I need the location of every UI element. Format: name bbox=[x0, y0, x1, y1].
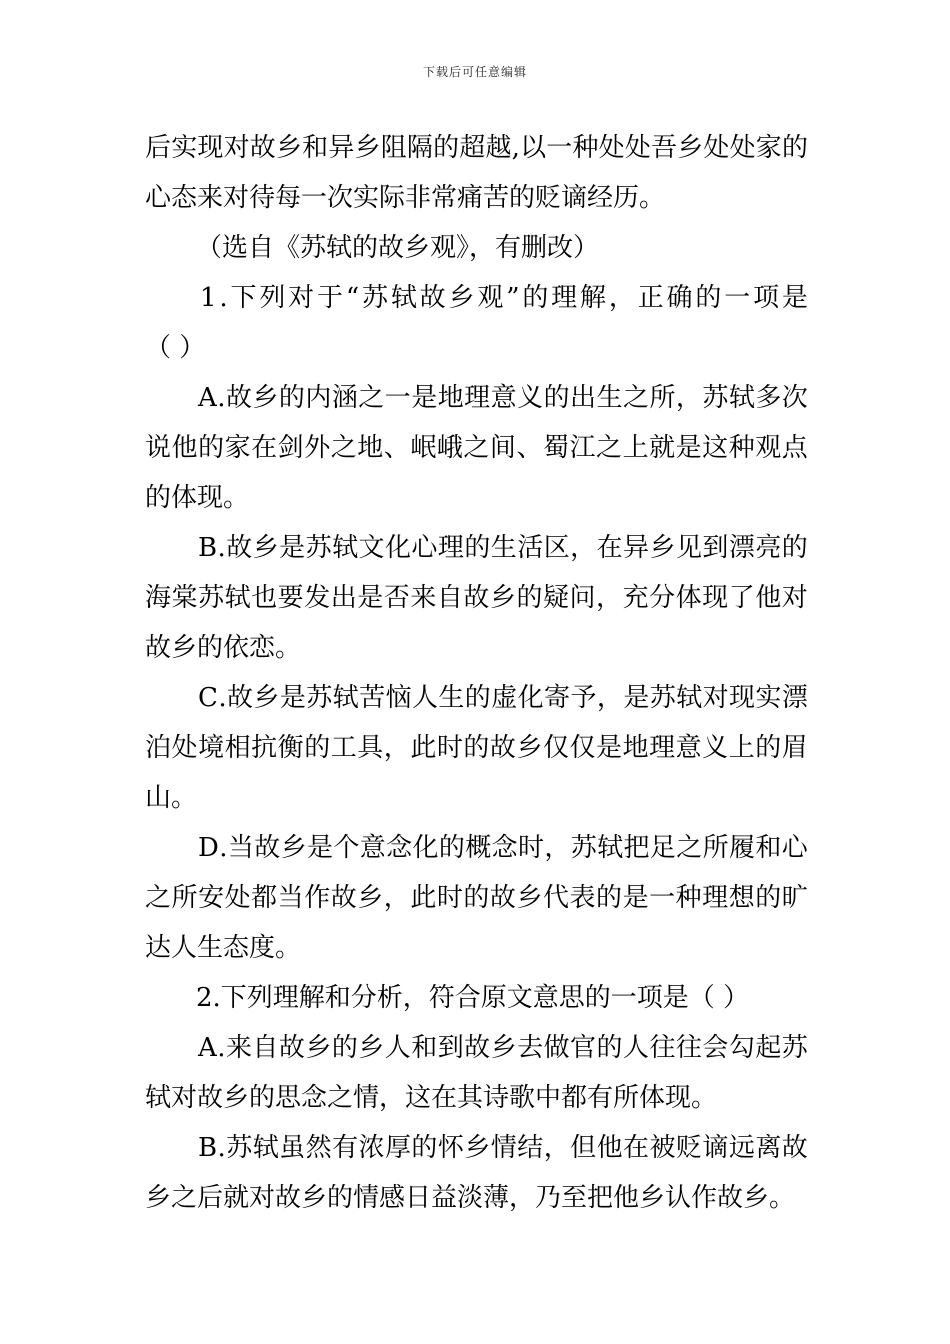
text-line: 的体现。 bbox=[145, 483, 250, 513]
text-line: B . 故 乡 是 苏 轼 文 化 心 理 的 生 活 区 ， 在 异 乡 见 到 漂 亮 的 bbox=[198, 533, 808, 563]
text-line: D . 当 故 乡 是 个 意 念 化 的 概 念 时 ， 苏 轼 把 足 之 所 履 和 心 bbox=[198, 833, 808, 863]
text-line: 心态来对待每一次实际非常痛苦的贬谪经历。 bbox=[145, 183, 666, 213]
text-line: A . 故 乡 的 内 涵 之 一 是 地 理 意 义 的 出 生 之 所 ， 苏 轼 多 次 bbox=[198, 383, 808, 413]
page-header: 下载后可任意编辑 bbox=[422, 65, 527, 79]
text-line: 轼对故乡的思念之情，这在其诗歌中都有所体现。 bbox=[145, 1083, 718, 1113]
text-line: 乡之后就对故乡的情感日益淡薄，乃至把他乡认作故乡。 bbox=[145, 1183, 796, 1213]
text-line: 故乡的依恋。 bbox=[145, 633, 302, 663]
text-line: C . 故 乡 是 苏 轼 苦 恼 人 生 的 虚 化 寄 予 ， 是 苏 轼 对 现 实 漂 bbox=[198, 683, 808, 713]
text-line: 1 . 下 列 对 于 “ 苏 轼 故 乡 观 ” 的 理 解 ， 正 确 的 一 项 是 bbox=[200, 283, 808, 313]
text-line: A . 来 自 故 乡 的 乡 人 和 到 故 乡 去 做 官 的 人 往 往 会 勾 起 苏 bbox=[198, 1033, 808, 1063]
text-line: 山。 bbox=[145, 783, 198, 813]
text-line: 海 棠 苏 轼 也 要 发 出 是 否 来 自 故 乡 的 疑 问 ， 充 分 体 现 了 他 对 bbox=[145, 583, 808, 613]
text-line: 后 实 现 对 故 乡 和 异 乡 阻 隔 的 超 越 , 以 一 种 处 处 吾 乡 处 处 家 的 bbox=[145, 133, 808, 163]
text-line: 说 他 的 家 在 剑 外 之 地 、 岷 峨 之 间 、 蜀 江 之 上 就 是 这 种 观 点 bbox=[145, 433, 808, 463]
text-line: 达人生态度。 bbox=[145, 933, 302, 963]
text-line: （选自《苏轼的故乡观》，有删改） bbox=[196, 233, 600, 263]
text-line: B . 苏 轼 虽 然 有 浓 厚 的 怀 乡 情 结 ， 但 他 在 被 贬 谪 远 离 故 bbox=[198, 1133, 808, 1163]
text-line: （ ） bbox=[145, 333, 206, 363]
text-line: 泊 处 境 相 抗 衡 的 工 具 ， 此 时 的 故 乡 仅 仅 是 地 理 意 义 上 的 眉 bbox=[145, 733, 808, 763]
text-line: 之 所 安 处 都 当 作 故 乡 ， 此 时 的 故 乡 代 表 的 是 一 种 理 想 的 旷 bbox=[145, 883, 808, 913]
text-line: 2.下列理解和分析，符合原文意思的一项是（ ） bbox=[196, 983, 750, 1013]
